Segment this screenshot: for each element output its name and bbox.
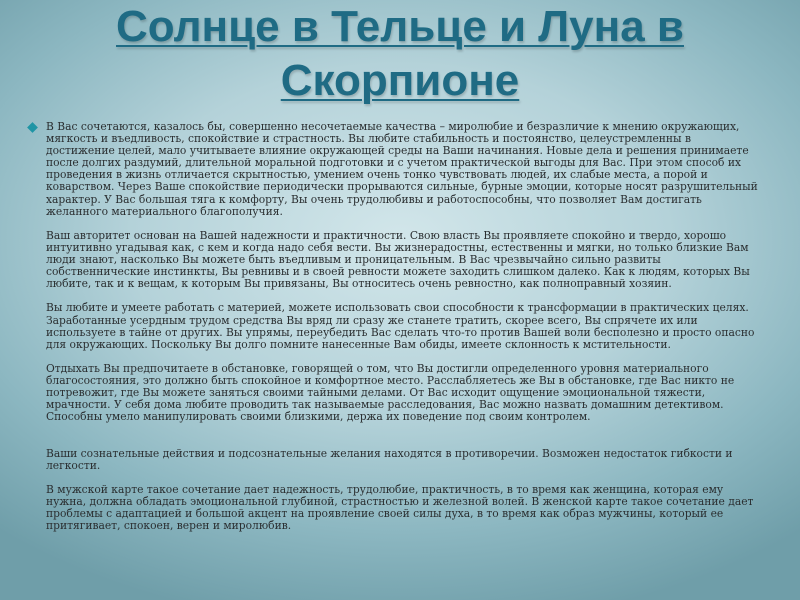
paragraph-1: В Вас сочетаются, казалось бы, совершенно несочетаемые качества – миролюбие и безразличие к мнению окружающих, мягкость и въедливость, спокойствие и страстность. Вы любите стабильность и постоянство, целеустремленны в достижение целей, мало учитываете влияние окружающей среды на Ваши начинания. Новые дела и решения принимаете после долгих раздумий, длительной моральной подготовки и с учетом практической выгоды для Вас. При этом способ их проведения в жизнь отличается скрытностью, умением очень тонко чувствовать людей, их слабые места, а порой и коварством. Через Ваше спокойствие периодически прорываются сильные, бурные эмоции, которые носят разрушительный характер. У Вас большая тяга к комфорту, Вы очень трудолюбивы и работоспособны, что позволяет Вам достигать желанного материального благополучия. bbox=[46, 121, 758, 218]
paragraph-3: Вы любите и умеете работать с материей, можете использовать свои способности к трансформации в практических целях. Заработанные усердным трудом средства Вы вряд ли сразу же станете тратить, скорее всего, Вы спрячете их или используете в тайне от других. Вы упрямы, переубедить Вас сделать что-то против Вашей воли бесполезно и просто опасно для окружающих. Поскольку Вы долго помните нанесенные Вам обиды, имеете склонность к мстительности. bbox=[46, 301, 755, 351]
paragraph-4: Отдыхать Вы предпочитаете в обстановке, говорящей о том, что Вы достигли определенного уровня материального благосостояния, это должно быть спокойное и комфортное место. Расслабляетесь же Вы в обстановке, где Вас никто не потревожит, где Вы можете заняться своими тайными делами. От Вас исходит ощущение эмоциональной тяжести, мрачности. У себя дома любите проводить так называемые расследования, Вас можно назвать домашним детективом. Способны умело манипулировать своими близкими, держа их поведение под своим контролем. bbox=[46, 361, 735, 424]
slide-title: Солнце в Тельце и Луна в Скорпионе bbox=[116, 2, 684, 105]
paragraph-2: Ваш авторитет основан на Вашей надежности и практичности. Свою власть Вы проявляете спокойно и твердо, хорошо интуитивно угадывая как, с кем и когда надо себя вести. Вы жизнерадостны, естественны и мягки, но только близкие Вам люди знают, насколько Вы можете быть въедливым и проницательным. В Вас чрезвычайно сильно развиты собственнические инстинкты, Вы ревнивы и в своей ревности можете заходить слишком далеко. Как к людям, которых Вы любите, так и к вещам, к которым Вы привязаны, Вы относитесь очень ревностно, как полноправный хозяин. bbox=[46, 228, 750, 291]
bullet-icon bbox=[27, 122, 38, 133]
slide-content bbox=[26, 121, 761, 600]
body-text bbox=[46, 121, 761, 532]
paragraph-6: В мужской карте такое сочетание дает надежность, трудолюбие, практичность, в то время как женщина, которая ему нужна, должна обладать эмоциональной глубиной, страстностью и железной волей. В женской карте такое сочетание дает проблемы с адаптацией и большой акцент на проявление своей силы духа, в то время как образ мужчины, который ее притягивает, спокоен, верен и миролюбив. bbox=[46, 482, 754, 533]
paragraph-5: Ваши сознательные действия и подсознательные желания находятся в противоречии. Возможен недостаток гибкости и легкости. bbox=[46, 446, 733, 472]
